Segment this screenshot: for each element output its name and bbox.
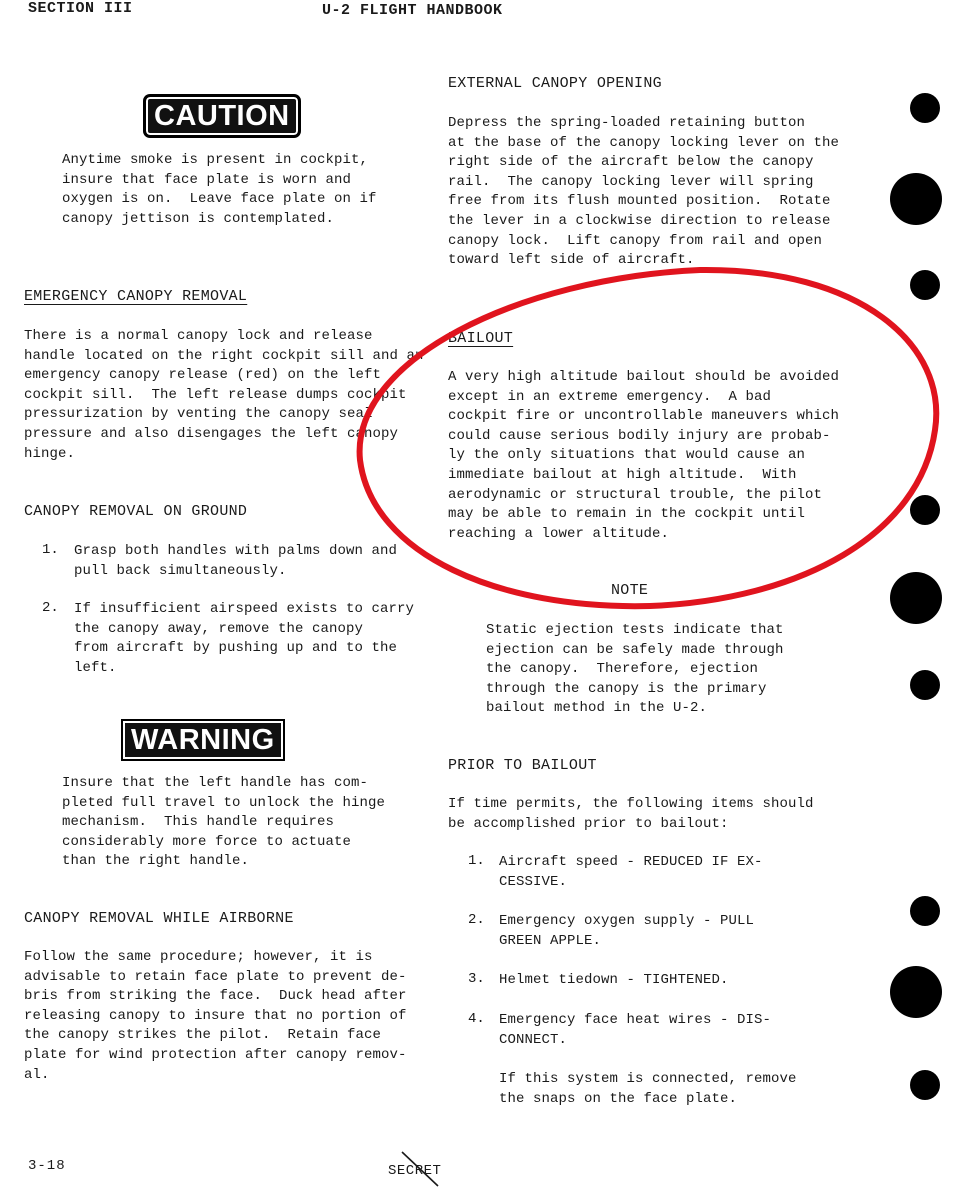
list-item: Helmet tiedown - TIGHTENED. xyxy=(499,972,729,988)
punch-hole xyxy=(910,93,940,123)
list-item: Aircraft speed - REDUCED IF EX- CESSIVE. xyxy=(499,854,763,890)
punch-hole xyxy=(910,670,940,700)
external-canopy-opening-heading: EXTERNAL CANOPY OPENING xyxy=(448,75,662,92)
canopy-removal-airborne-text: Follow the same procedure; however, it is advisable to retain face plate to prevent de- bris from striking the face. Duck head after releasing canopy to insure that no portion of the canopy strikes the pilot. Retain face plate for wind protection after canopy remov- al. xyxy=(24,949,407,1083)
warning-badge: WARNING xyxy=(121,719,285,761)
list-number: 1. xyxy=(468,853,485,869)
punch-hole xyxy=(890,966,942,1018)
note-label: NOTE xyxy=(611,582,649,599)
bailout-heading: BAILOUT xyxy=(448,330,514,347)
punch-hole xyxy=(890,173,942,225)
document-title: U-2 FLIGHT HANDBOOK xyxy=(322,2,503,19)
caution-badge: CAUTION xyxy=(144,95,300,137)
list-item: Emergency face heat wires - DIS- CONNECT. xyxy=(499,1012,772,1048)
punch-hole xyxy=(910,270,940,300)
punch-hole xyxy=(910,495,940,525)
list-number: 2. xyxy=(468,912,485,928)
list-item: If insufficient airspeed exists to carry the canopy away, remove the canopy from aircraft by pushing up and to the left. xyxy=(74,601,415,676)
note-text: Static ejection tests indicate that ejection can be safely made through the canopy. Therefore, ejection through the canopy is the primary bailout method in the U-2. xyxy=(486,622,784,717)
punch-hole xyxy=(890,572,942,624)
red-annotation-circle xyxy=(360,270,937,606)
emergency-canopy-removal-text: There is a normal canopy lock and release handle located on the right cockpit sill and an emergency canopy release (red) on the left cockpit sill. The left release dumps cockpit pressurization by venting the canopy seal pressure and also disengages the left canopy hinge. xyxy=(24,328,424,462)
strikethrough-mark xyxy=(390,1150,450,1190)
page-number: 3-18 xyxy=(28,1158,66,1174)
prior-to-bailout-intro: If time permits, the following items should be accomplished prior to bailout: xyxy=(448,796,814,832)
punch-hole xyxy=(910,896,940,926)
warning-text: Insure that the left handle has com- pleted full travel to unlock the hinge mechanism. This handle requires considerably more force to actuate than the right handle. xyxy=(62,775,386,870)
caution-text: Anytime smoke is present in cockpit, insure that face plate is worn and oxygen is on. Leave face plate on if canopy jettison is contemplated. xyxy=(62,152,377,227)
list-number: 1. xyxy=(42,542,59,558)
list-number: 3. xyxy=(468,971,485,987)
list-number: 2. xyxy=(42,600,59,616)
prior-to-bailout-heading: PRIOR TO BAILOUT xyxy=(448,757,597,774)
punch-hole xyxy=(910,1070,940,1100)
list-item: Emergency oxygen supply - PULL GREEN APPLE. xyxy=(499,913,755,949)
classification-marking: SECRET xyxy=(388,1163,442,1179)
list-item: Grasp both handles with palms down and pull back simultaneously. xyxy=(74,543,398,579)
bailout-text: A very high altitude bailout should be avoided except in an extreme emergency. A bad cockpit fire or uncontrollable maneuvers which could cause serious bodily injury are probab- ly the only situations that would cause an immediate bailout at high altitude. With aerodynamic or structural trouble, the pilot may be able to remain in the cockpit until reaching a lower altitude. xyxy=(448,369,840,542)
section-label: SECTION III xyxy=(28,0,133,17)
emergency-canopy-removal-heading: EMERGENCY CANOPY REMOVAL xyxy=(24,288,248,305)
prior-to-bailout-followup: If this system is connected, remove the snaps on the face plate. xyxy=(499,1071,797,1107)
list-number: 4. xyxy=(468,1011,485,1027)
canopy-removal-on-ground-heading: CANOPY REMOVAL ON GROUND xyxy=(24,503,248,520)
external-canopy-opening-text: Depress the spring-loaded retaining button at the base of the canopy locking lever on the right side of the aircraft below the canopy rail. The canopy locking lever will spring free from its flush mounted position. Rotate the lever in a clockwise direction to release canopy lock. Lift canopy from rail and open toward left side of aircraft. xyxy=(448,115,840,269)
canopy-removal-airborne-heading: CANOPY REMOVAL WHILE AIRBORNE xyxy=(24,910,294,927)
